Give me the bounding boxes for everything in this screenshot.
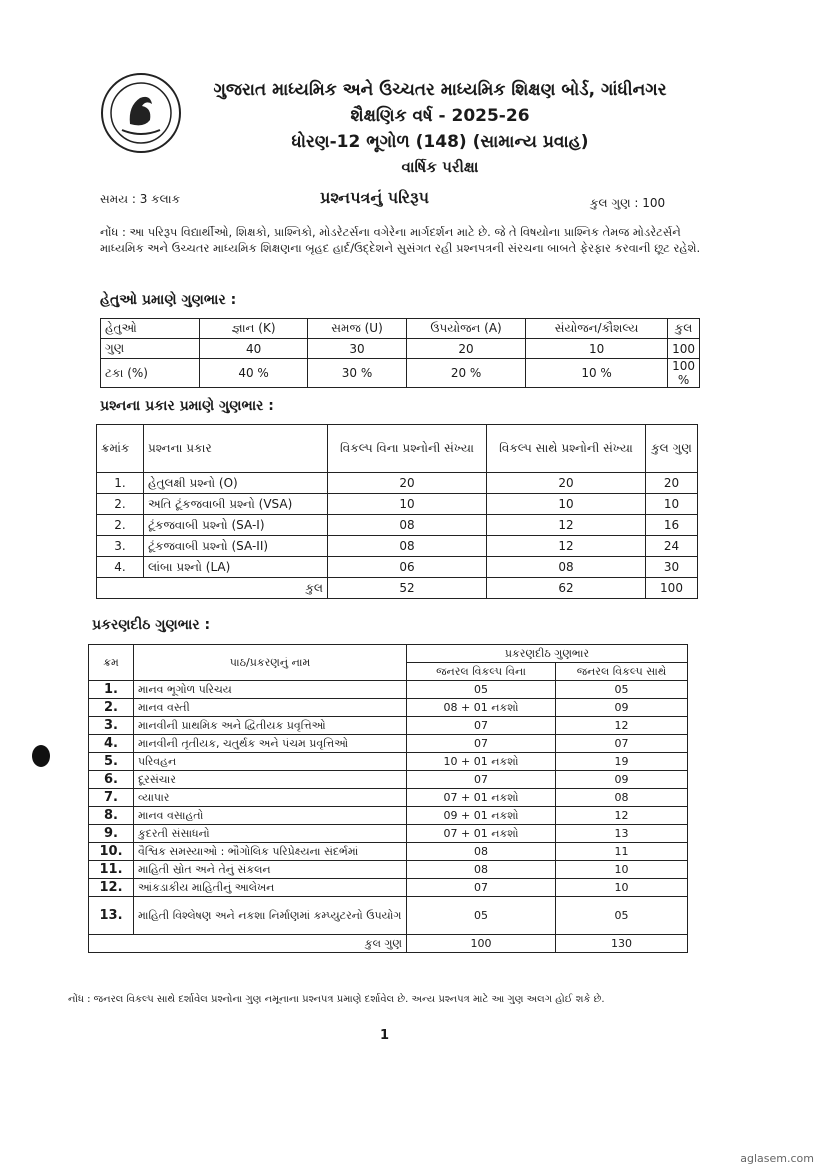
table-cell: 08 — [328, 536, 487, 557]
table-cell: માનવ વસ્તી — [134, 699, 407, 717]
table-cell: 5. — [89, 753, 134, 771]
table-row — [89, 699, 688, 717]
exam-name: વાર્ષિક પરીક્ષા — [401, 158, 479, 176]
table-row — [97, 494, 698, 515]
table-cell: માહિતી વિશ્લેષણ અને નકશા નિર્માણમાં કમ્પ્યુટરનો ઉપયોગ — [134, 897, 407, 935]
total-marks: કુલ ગુણ : 100 — [590, 196, 666, 210]
table-cell: 05 — [407, 897, 556, 935]
academic-year: શૈક્ષણિક વર્ષ - 2025-26 — [350, 106, 530, 126]
table-cell: 07 — [556, 735, 688, 753]
table-row — [89, 771, 688, 789]
table-cell: 08 — [407, 843, 556, 861]
table-cell: 130 — [556, 935, 688, 953]
table-row — [89, 681, 688, 699]
table-cell: 3. — [89, 717, 134, 735]
board-logo-icon — [100, 72, 182, 154]
table-cell: 07 — [407, 771, 556, 789]
table-row — [101, 339, 700, 359]
table-header: ઉપયોજન (A) — [407, 319, 526, 339]
table-row — [89, 843, 688, 861]
table-cell: 30 % — [307, 359, 406, 388]
note-text: નોંધ : આ પરિરૂપ વિદ્યાર્થીઓ, શિક્ષકો, પ્રાશ્નિકો, મોડરેટર્સના વગેરેના માર્ગદર્શન માટે છે. જે તે વિષયોના પ્રાશ્નિક તેમજ મોડરેટર્સને માધ્યમિક અને ઉચ્ચતર માધ્યમિક શિક્ષણના બૃહદ હાર્દ/ઉદ્દેશને સુસંગત રહી પ્રશ્નપત્રની સંરચના બાબતે ફેરફાર કરવાની છૂટ રહેશે. — [100, 225, 701, 255]
table-header: જનરલ વિકલ્પ સાથે — [556, 663, 688, 681]
table-total-row — [97, 578, 698, 599]
table-header: કુલ — [668, 319, 700, 339]
table-cell: 05 — [556, 897, 688, 935]
table-cell: 09 — [556, 771, 688, 789]
table-cell: 10 — [526, 339, 668, 359]
chapters-table — [88, 644, 688, 953]
page-number: 1 — [380, 1028, 390, 1043]
table-cell: 10 + 01 નકશો — [407, 753, 556, 771]
table-cell: 12 — [487, 515, 646, 536]
question-types-table — [96, 424, 698, 599]
table-cell: 100 — [646, 578, 698, 599]
table-cell: 08 — [328, 515, 487, 536]
table-cell: 12 — [556, 717, 688, 735]
table-cell: 1. — [97, 473, 144, 494]
table-cell: 2. — [89, 699, 134, 717]
table-cell: 10 % — [526, 359, 668, 388]
table-row — [97, 515, 698, 536]
table-cell: 10 — [487, 494, 646, 515]
table-cell: 13. — [89, 897, 134, 935]
table-cell: કુલ ગુણ — [89, 935, 407, 953]
board-name: ગુજરાત માધ્યમિક અને ઉચ્ચતર માધ્યમિક શિક્ષણ બોર્ડ, ગાંધીનગર — [213, 80, 667, 100]
table-row — [101, 359, 700, 388]
table-cell: માનવીની તૃતીયક, ચતુર્થક અને પંચમ પ્રવૃત્તિઓ — [134, 735, 407, 753]
table-cell: 12 — [487, 536, 646, 557]
table-cell: ટકા (%) — [101, 359, 200, 388]
table-cell: 7. — [89, 789, 134, 807]
watermark: aglasem.com — [740, 1152, 814, 1165]
table-cell: ટૂંકજવાબી પ્રશ્નો (SA-I) — [144, 515, 328, 536]
table-cell: કુદરતી સંસાધનો — [134, 825, 407, 843]
page-title: પ્રશ્નપત્રનું પરિરૂપ — [320, 188, 429, 207]
table-header: ક્રમ — [89, 645, 134, 681]
table-cell: વૈશ્વિક સમસ્યાઓ : ભૌગોલિક પરિપ્રેક્ષ્યના સંદર્ભમાં — [134, 843, 407, 861]
table-cell: માનવ વસાહતો — [134, 807, 407, 825]
table-header: વિકલ્પ વિના પ્રશ્નોની સંખ્યા — [328, 425, 487, 473]
table-row — [89, 735, 688, 753]
table-header: સંયોજન/કૌશલ્ય — [526, 319, 668, 339]
table-header: જનરલ વિકલ્પ વિના — [407, 663, 556, 681]
table-cell: હેતુલક્ષી પ્રશ્નો (O) — [144, 473, 328, 494]
table-cell: 20 % — [407, 359, 526, 388]
table-cell: 07 — [407, 879, 556, 897]
objectives-title: હેતુઓ પ્રમાણે ગુણભાર : — [100, 292, 237, 308]
table-cell: 13 — [556, 825, 688, 843]
table-row — [89, 861, 688, 879]
table-cell: 08 + 01 નકશો — [407, 699, 556, 717]
table-cell: 09 — [556, 699, 688, 717]
table-cell: 52 — [328, 578, 487, 599]
table-cell: 4. — [89, 735, 134, 753]
table-row — [89, 717, 688, 735]
table-cell: 40 — [200, 339, 308, 359]
table-cell: 11. — [89, 861, 134, 879]
table-cell: 4. — [97, 557, 144, 578]
table-cell: 06 — [328, 557, 487, 578]
table-cell: 08 — [407, 861, 556, 879]
table-header: જ્ઞાન (K) — [200, 319, 308, 339]
table-header: સમજ (U) — [307, 319, 406, 339]
question-types-title: પ્રશ્નના પ્રકાર પ્રમાણે ગુણભાર : — [100, 398, 274, 414]
table-cell: 08 — [487, 557, 646, 578]
table-cell: 10 — [556, 879, 688, 897]
table-cell: 20 — [407, 339, 526, 359]
table-cell: 11 — [556, 843, 688, 861]
table-cell: 12 — [556, 807, 688, 825]
table-cell: 20 — [487, 473, 646, 494]
table-cell: 10 — [646, 494, 698, 515]
table-cell: 24 — [646, 536, 698, 557]
table-cell: 2. — [97, 494, 144, 515]
table-cell: 20 — [646, 473, 698, 494]
table-header: ક્રમાંક — [97, 425, 144, 473]
table-cell: 62 — [487, 578, 646, 599]
table-cell: 10. — [89, 843, 134, 861]
table-cell: 100 — [668, 339, 700, 359]
chapters-title: પ્રકરણદીઠ ગુણભાર : — [92, 617, 211, 633]
table-header: કુલ ગુણ — [646, 425, 698, 473]
table-header: વિકલ્પ સાથે પ્રશ્નોની સંખ્યા — [487, 425, 646, 473]
table-row — [89, 825, 688, 843]
table-cell: કુલ — [97, 578, 328, 599]
table-cell: માહિતી સ્રોત અને તેનું સંકલન — [134, 861, 407, 879]
table-cell: 10 — [556, 861, 688, 879]
table-row — [97, 473, 698, 494]
table-cell: 08 — [556, 789, 688, 807]
table-cell: 30 — [646, 557, 698, 578]
table-cell: 05 — [407, 681, 556, 699]
table-cell: 100 % — [668, 359, 700, 388]
table-cell: 40 % — [200, 359, 308, 388]
table-header: પાઠ/પ્રકરણનું નામ — [134, 645, 407, 681]
table-row — [89, 789, 688, 807]
punch-hole — [32, 745, 50, 767]
table-row — [89, 879, 688, 897]
table-header: પ્રશ્નના પ્રકાર — [144, 425, 328, 473]
table-cell: દૂરસંચાર — [134, 771, 407, 789]
objectives-table — [100, 318, 700, 388]
subject-title: ધોરણ-12 ભૂગોળ (148) (સામાન્ય પ્રવાહ) — [291, 132, 589, 152]
table-row — [89, 807, 688, 825]
table-row — [89, 897, 688, 935]
table-cell: 1. — [89, 681, 134, 699]
table-cell: 10 — [328, 494, 487, 515]
table-cell: 6. — [89, 771, 134, 789]
table-cell: 8. — [89, 807, 134, 825]
table-cell: 9. — [89, 825, 134, 843]
table-cell: લાંબા પ્રશ્નો (LA) — [144, 557, 328, 578]
table-cell: 19 — [556, 753, 688, 771]
table-row — [97, 557, 698, 578]
table-row — [89, 753, 688, 771]
table-cell: 05 — [556, 681, 688, 699]
table-cell: માનવીની પ્રાથમિક અને દ્વિતીયક પ્રવૃત્તિઓ — [134, 717, 407, 735]
table-cell: 2. — [97, 515, 144, 536]
table-cell: 07 — [407, 717, 556, 735]
table-cell: 3. — [97, 536, 144, 557]
table-cell: વ્યાપાર — [134, 789, 407, 807]
footnote: નોંધ : જનરલ વિકલ્પ સાથે દર્શાવેલ પ્રશ્નોના ગુણ નમૂનાના પ્રશ્નપત્ર પ્રમાણે દર્શાવેલ છે. અન્ય પ્રશ્નપત્ર માટે આ ગુણ અલગ હોઈ શકે છે. — [68, 994, 605, 1005]
table-cell: 07 + 01 નકશો — [407, 789, 556, 807]
table-cell: 20 — [328, 473, 487, 494]
table-cell: 07 — [407, 735, 556, 753]
table-header: હેતુઓ — [101, 319, 200, 339]
table-cell: 09 + 01 નકશો — [407, 807, 556, 825]
table-cell: 30 — [307, 339, 406, 359]
table-cell: ગુણ — [101, 339, 200, 359]
table-cell: પરિવહન — [134, 753, 407, 771]
table-cell: ટૂંકજવાબી પ્રશ્નો (SA-II) — [144, 536, 328, 557]
table-row — [97, 536, 698, 557]
table-header: પ્રકરણદીઠ ગુણભાર — [407, 645, 688, 663]
table-cell: માનવ ભૂગોળ પરિચય — [134, 681, 407, 699]
table-cell: અતિ ટૂંકજવાબી પ્રશ્નો (VSA) — [144, 494, 328, 515]
table-cell: 12. — [89, 879, 134, 897]
exam-time: સમય : 3 કલાક — [100, 192, 181, 206]
table-cell: આંકડાકીય માહિતીનું આલેખન — [134, 879, 407, 897]
table-total-row — [89, 935, 688, 953]
table-cell: 07 + 01 નકશો — [407, 825, 556, 843]
table-cell: 100 — [407, 935, 556, 953]
table-cell: 16 — [646, 515, 698, 536]
